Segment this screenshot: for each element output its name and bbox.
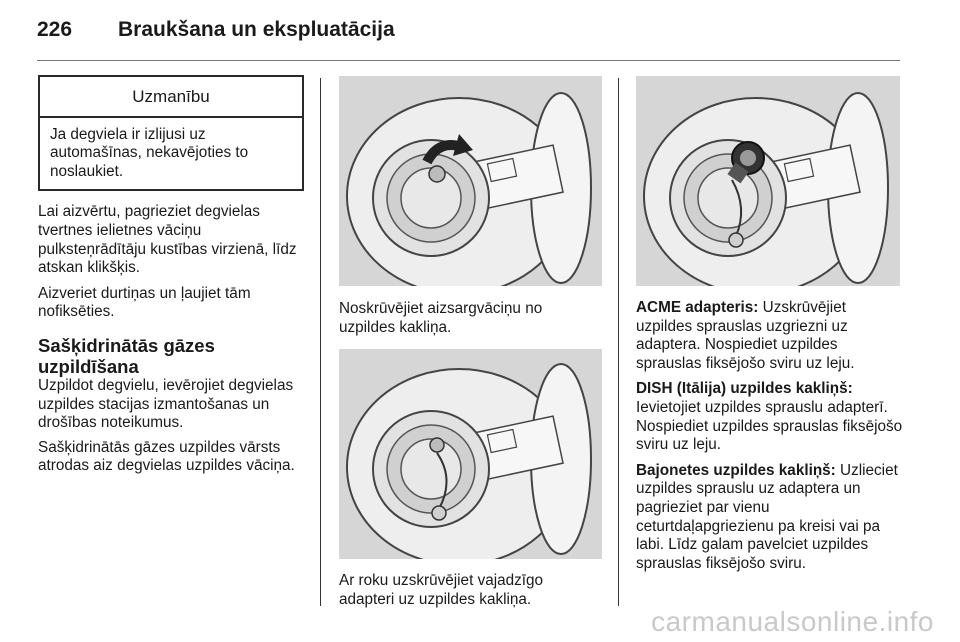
close-door-paragraph: Aizveriet durtiņas un ļaujiet tām nofiksēties. xyxy=(38,284,251,321)
acme-label: ACME adapteris: xyxy=(636,299,759,316)
left-column xyxy=(38,75,304,476)
illustration-adapter xyxy=(339,349,602,559)
caption-unscrew-cap: Noskrūvējiet aizsargvāciņu no uzpildes kakliņa. xyxy=(339,300,543,336)
close-cap-paragraph: Lai aizvērtu, pagrieziet degvielas tvertnes ielietnes vāciņu pulksteņrādītāju kustības virzienā, līdz atskan klikšķis. xyxy=(38,203,297,277)
fuel-door-illustration xyxy=(339,76,602,286)
dish-text: Ievietojiet uzpildes sprauslu adapterī. Nospiediet uzpildes sprauslas fiksējošo sviru uz leju. xyxy=(636,398,903,454)
header-divider xyxy=(37,60,900,61)
valve-location-paragraph: Sašķidrinātās gāzes uzpildes vārsts atrodas aiz degvielas uzpildes vāciņa. xyxy=(38,438,295,475)
caption-screw-adapter: Ar roku uzskrūvējiet vajadzīgo adapteri uz uzpildes kakliņa. xyxy=(339,572,544,608)
warning-text: Ja degviela ir izlijusi uz automašīnas, nekavējoties to noslaukiet. xyxy=(50,125,249,180)
section-heading: Sašķidrinātās gāzes uzpildīšana xyxy=(38,334,215,377)
bayonet-paragraph xyxy=(636,462,904,574)
warning-title: Uzmanību xyxy=(40,77,302,118)
bayonet-label: Bajonetes uzpildes kakliņš: xyxy=(636,461,836,479)
illustration-unscrew-cap xyxy=(339,76,602,286)
page-title: Braukšana un ekspluatācija xyxy=(118,18,395,41)
acme-text: Uzskrūvējiet uzpildes sprauslas uzgriezni uz adaptera. Nospiediet uzpildes sprauslas fiksējošo sviru uz leju. xyxy=(636,299,855,372)
column-divider-2 xyxy=(618,78,619,606)
acme-paragraph xyxy=(636,299,904,373)
watermark: carmanualsonline.info xyxy=(651,606,934,637)
dish-paragraph xyxy=(636,380,904,454)
page-header xyxy=(37,18,395,42)
page-number: 226 xyxy=(37,18,73,41)
bayonet-text: Uzlieciet uzpildes sprauslu uz adaptera un pagrieziet par vienu ceturtdaļapgriezienu pa kreisi vai pa labi. Līdz galam pavelciet uzpildes sprauslas fiksējošo sviru. xyxy=(636,461,898,572)
dish-label: DISH (Itālija) uzpildes kakliņš: xyxy=(636,380,853,398)
illustration-acme-adapter xyxy=(636,76,900,286)
acme-adapter-illustration xyxy=(636,76,900,286)
middle-column xyxy=(339,76,602,609)
refuel-paragraph: Uzpildot degvielu, ievērojiet degvielas uzpildes stacijas izmantošanas un drošības noteikumus. xyxy=(38,376,294,432)
column-divider-1 xyxy=(320,78,321,606)
fuel-door-adapter-illustration xyxy=(339,349,602,559)
right-column xyxy=(636,76,904,573)
warning-box xyxy=(38,75,304,191)
